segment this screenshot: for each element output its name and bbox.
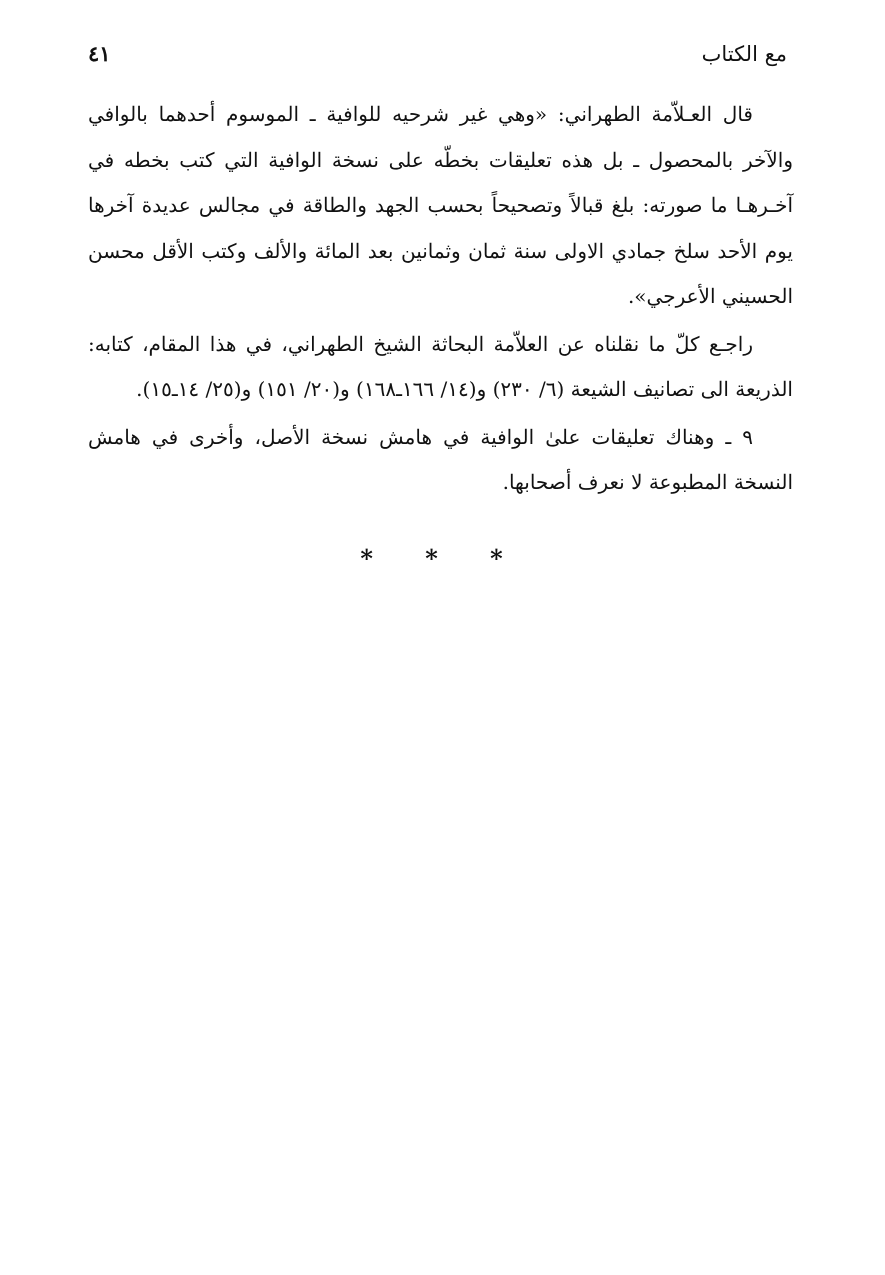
paragraph-tehrani-quote: قال العـلاّمة الطهراني: «وهي غير شرحيه للوافية ـ الموسوم أحدهما بالوافي والآخر بالمحصول ـ بل هذه تعليقات بخطّه على نسخة الوافية التي كتب بخطه في آخـرهـا ما صورته: بلغ قبالاً وتصحيحاً بحسب الجهد والطاقة في مجالس عديدة آخرها يوم الأحد سلخ جمادي الاولى سنة ثمان وثمانين بعد المائة والألف وكتب الأقل محسن الحسيني الأعرجي». (88, 102, 793, 308)
section-separator: * * * (360, 544, 525, 573)
running-title: مع الكتاب (701, 42, 787, 66)
body-text (88, 92, 793, 506)
page-header (88, 38, 787, 74)
paragraph-item-9: ٩ ـ وهناك تعليقات علىٰ الوافية في هامش نسخة الأصل، وأخرى في هامش النسخة المطبوعة لا نعرف أصحابها. (88, 424, 793, 494)
paragraph-references: راجـع كلّ ما نقلناه عن العلاّمة البحاثة الشيخ الطهراني، في هذا المقام، كتابه: الذريعة الى تصانيف الشيعة (٦/ ٢٣٠) و(١٤/ ١٦٦ـ١٦٨) و(٢٠/ ١٥١) و(٢٥/ ١٤ـ١٥). (88, 331, 793, 401)
page-number: ٤١ (88, 41, 111, 66)
